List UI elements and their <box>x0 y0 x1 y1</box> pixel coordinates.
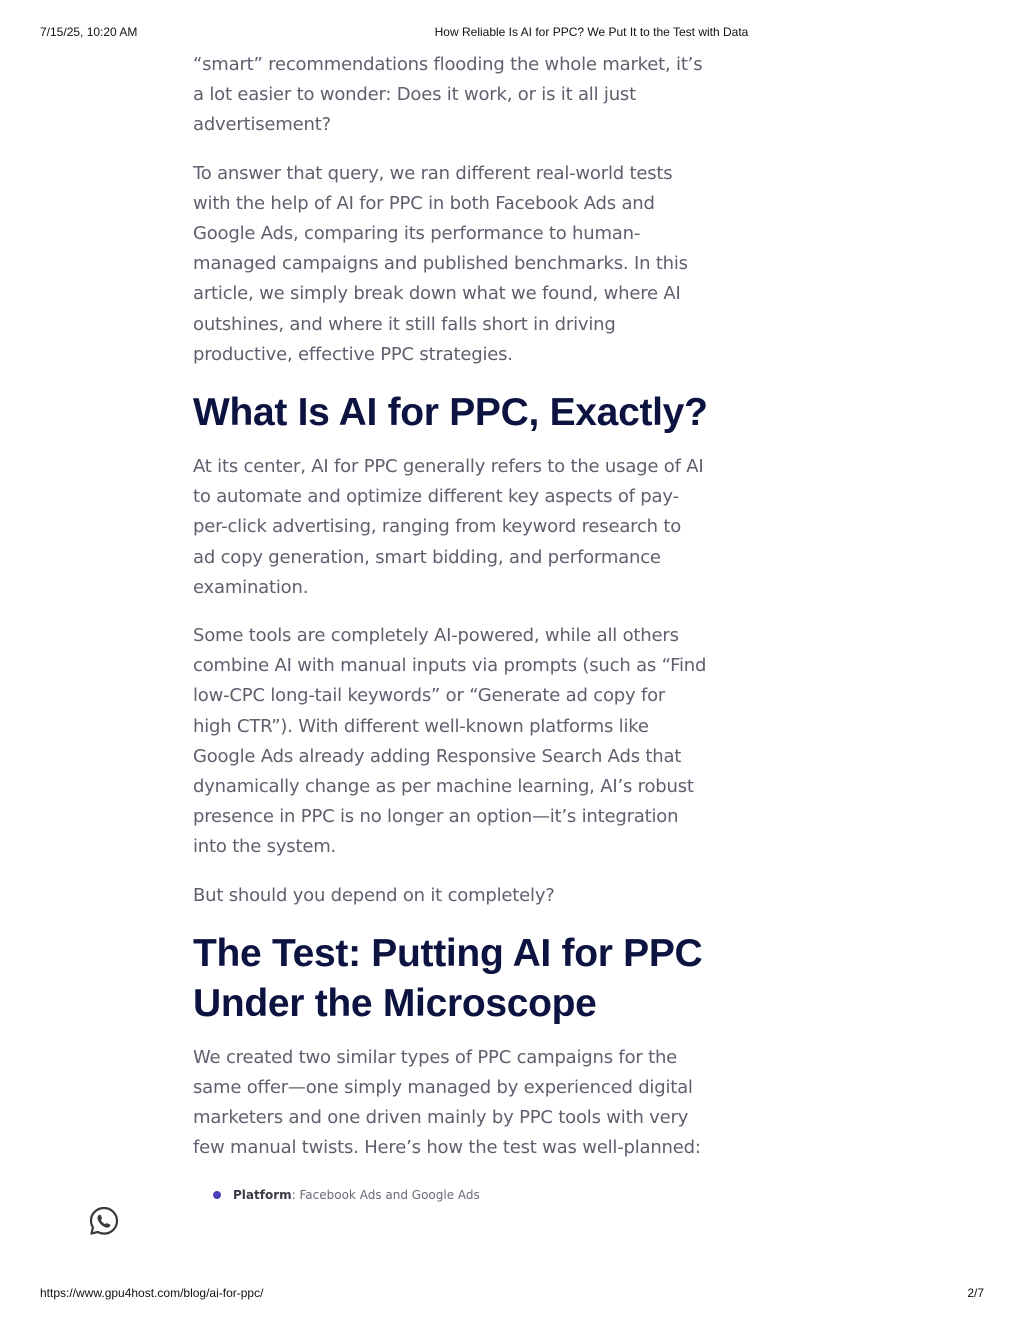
list-item-key: Platform <box>233 1187 292 1202</box>
print-footer-url: https://www.gpu4host.com/blog/ai-for-ppc/ <box>40 1286 264 1300</box>
section1-paragraph-1: At its center, AI for PPC generally refers to the usage of AI to automate and optimize different key aspects of pay-per-click advertising, ranging from keyword research to ad copy generation, smart bidding, and performance examination. <box>193 456 704 598</box>
section1-paragraph-3: But should you depend on it completely? <box>193 884 555 906</box>
section1-paragraph-2: Some tools are completely AI-powered, while all others combine AI with manual inputs via prompts (such as “Find low-CPC long-tail keywords” or “Generate ad copy for high CTR”). With different well-known platforms like Google Ads already adding Responsive Search Ads that dynamically change as per machine learning, AI’s robust presence in PPC is no longer an option—it’s integration into the system. <box>193 625 707 858</box>
section-heading-what-is-ai: What Is AI for PPC, Exactly? <box>193 391 708 435</box>
print-footer-page-number: 2/7 <box>967 1286 984 1300</box>
section-heading-the-test: The Test: Putting AI for PPC Under the Microscope <box>193 931 703 1025</box>
intro-paragraph-tail: “smart” recommendations flooding the whole market, it’s a lot easier to wonder: Does it work, or is it all just advertisement? <box>193 54 703 136</box>
article-body <box>193 50 708 1204</box>
list-item <box>213 1186 708 1204</box>
section2-paragraph-1: We created two similar types of PPC campaigns for the same offer—one simply managed by experienced digital marketers and one driven mainly by PPC tools with very few manual twists. Here’s how the test was well-planned: <box>193 1046 701 1159</box>
intro-paragraph-2: To answer that query, we ran different real-world tests with the help of AI for PPC in both Facebook Ads and Google Ads, comparing its performance to human-managed campaigns and published benchmarks. In this article, we simply break down what we found, where AI outshines, and where it still falls short in driving productive, effective PPC strategies. <box>193 162 688 365</box>
bullet-dot-icon <box>213 1191 221 1199</box>
list-item-value: : Facebook Ads and Google Ads <box>291 1187 480 1202</box>
test-plan-list <box>213 1186 708 1204</box>
whatsapp-icon[interactable] <box>88 1205 120 1237</box>
print-header-datetime: 7/15/25, 10:20 AM <box>40 25 138 39</box>
print-header-title: How Reliable Is AI for PPC? We Put It to the Test with Data <box>434 25 749 39</box>
